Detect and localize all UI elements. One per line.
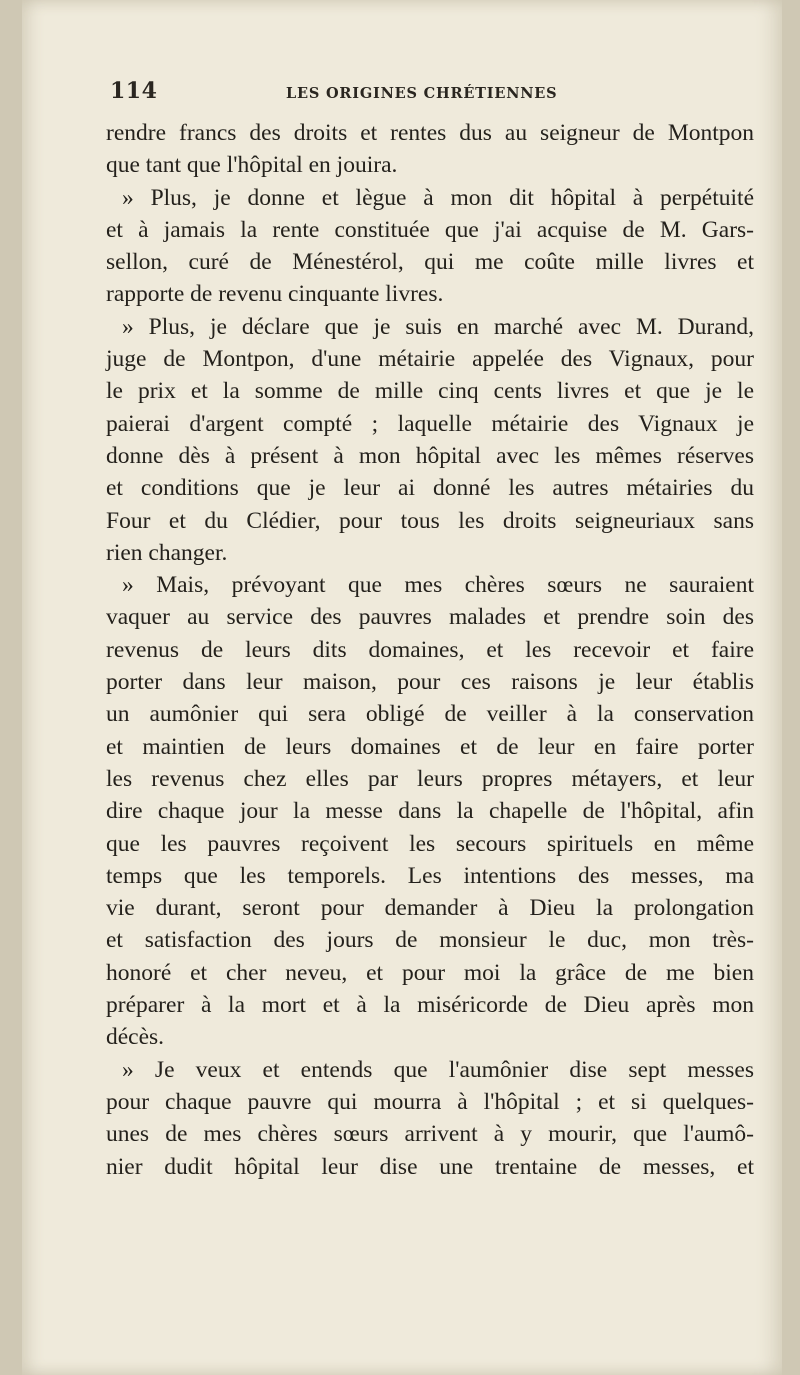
text-line: juge de Montpon, d'une métairie appelée des Vignaux, pour bbox=[106, 346, 754, 373]
text-line: donne dès à présent à mon hôpital avec les mêmes réserves bbox=[106, 442, 754, 469]
text-line: préparer à la mort et à la miséricorde de Dieu après mon bbox=[106, 992, 754, 1019]
text-line: vaquer au service des pauvres malades et prendre soin des bbox=[106, 604, 754, 631]
body-text bbox=[106, 117, 754, 1183]
text-line: » Mais, prévoyant que mes chères sœurs ne sauraient bbox=[122, 572, 754, 599]
text-line: honoré et cher neveu, et pour moi la grâce de me bien bbox=[106, 959, 754, 986]
text-line: » Je veux et entends que l'aumônier dise sept messes bbox=[122, 1056, 754, 1083]
text-line: » Plus, je donne et lègue à mon dit hôpital à perpétuité bbox=[122, 184, 754, 211]
page-header bbox=[110, 78, 750, 108]
text-line: rendre francs des droits et rentes dus au seigneur de Montpon bbox=[106, 120, 754, 146]
text-line: et à jamais la rente constituée que j'ai acquise de M. Gars- bbox=[106, 216, 754, 243]
text-line: pour chaque pauvre qui mourra à l'hôpital ; et si quelques- bbox=[106, 1088, 754, 1115]
book-page bbox=[22, 0, 782, 1375]
text-line: et conditions que je leur ai donné les autres métairies du bbox=[106, 475, 754, 502]
text-line: porter dans leur maison, pour ces raisons je leur établis bbox=[106, 669, 754, 696]
text-line: et satisfaction des jours de monsieur le duc, mon très- bbox=[106, 927, 754, 954]
running-title: LES ORIGINES CHRÉTIENNES bbox=[286, 85, 558, 102]
text-line: que tant que l'hôpital en jouira. bbox=[106, 152, 398, 179]
text-line: vie durant, seront pour demander à Dieu la prolongation bbox=[106, 895, 754, 922]
text-line: rien changer. bbox=[106, 539, 228, 566]
text-line: Four et du Clédier, pour tous les droits seigneuriaux sans bbox=[106, 507, 754, 534]
text-line: rapporte de revenu cinquante livres. bbox=[106, 281, 444, 308]
text-line: que les pauvres reçoivent les secours spirituels en même bbox=[106, 830, 754, 857]
text-line: un aumônier qui sera obligé de veiller à la conservation bbox=[106, 701, 754, 728]
text-line: sellon, curé de Ménestérol, qui me coûte mille livres et bbox=[106, 249, 754, 276]
text-line: décès. bbox=[106, 1024, 165, 1051]
text-line: unes de mes chères sœurs arrivent à y mourir, que l'aumô- bbox=[106, 1121, 754, 1148]
text-line: revenus de leurs dits domaines, et les recevoir et faire bbox=[106, 636, 754, 663]
text-line: le prix et la somme de mille cinq cents livres et que je le bbox=[106, 378, 754, 405]
text-line: et maintien de leurs domaines et de leur en faire porter bbox=[106, 733, 754, 760]
page-number: 114 bbox=[110, 78, 158, 104]
text-line: les revenus chez elles par leurs propres métayers, et leur bbox=[106, 765, 754, 792]
text-line: temps que les temporels. Les intentions des messes, ma bbox=[106, 862, 754, 889]
text-line: nier dudit hôpital leur dise une trentaine de messes, et bbox=[106, 1153, 754, 1180]
text-line: » Plus, je déclare que je suis en marché avec M. Durand, bbox=[122, 313, 754, 340]
text-line: dire chaque jour la messe dans la chapelle de l'hôpital, afin bbox=[106, 798, 754, 825]
text-line: paierai d'argent compté ; laquelle métairie des Vignaux je bbox=[106, 410, 754, 437]
